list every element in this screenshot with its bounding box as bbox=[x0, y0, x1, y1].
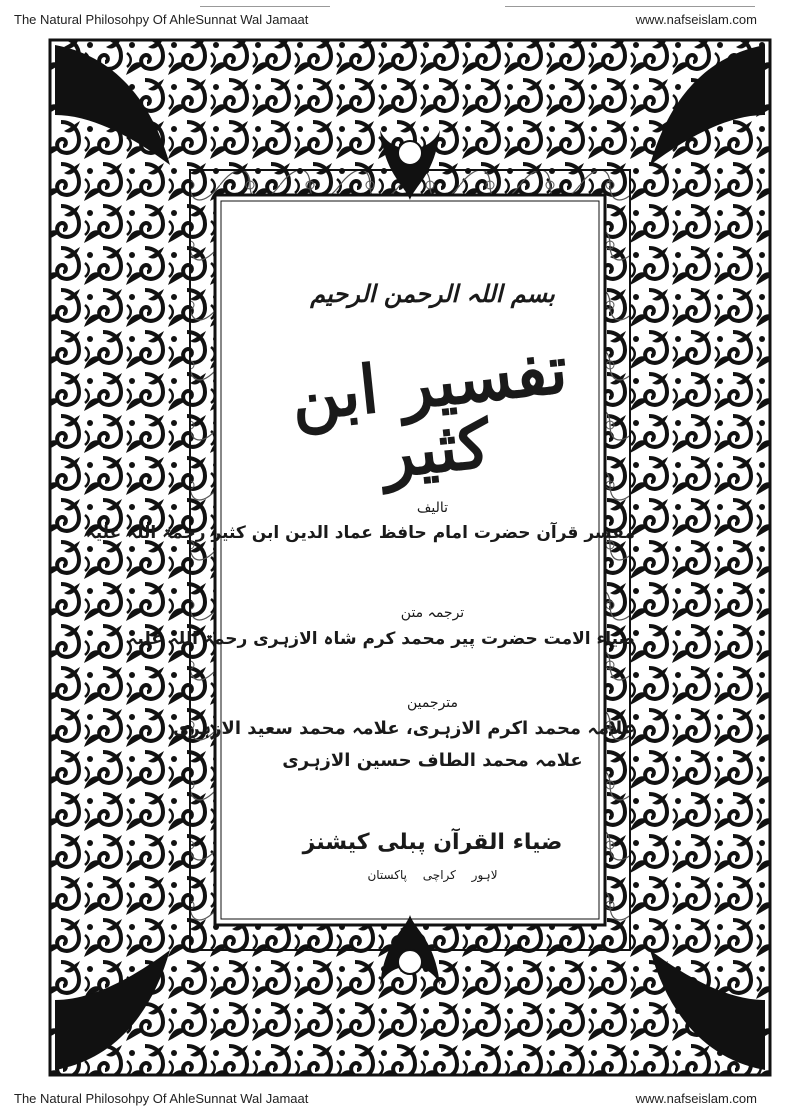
bismillah-calligraphy: بسم اللہ الرحمن الرحیم bbox=[310, 280, 555, 308]
title-panel bbox=[85, 210, 635, 910]
footer-url: www.nafseislam.com bbox=[635, 1091, 757, 1106]
translator-name: ضیاء الامت حضرت پیر محمد کرم شاہ الازہری رحمۃ اللہ علیہ bbox=[127, 629, 635, 649]
book-title: تفسیر ابن کثیر bbox=[287, 329, 571, 494]
header-url: www.nafseislam.com bbox=[635, 12, 757, 27]
footer-title: The Natural Philosohpy Of AhleSunnat Wal Jamaat bbox=[14, 1091, 309, 1106]
translators-line-2: علامہ محمد الطاف حسین الازہری bbox=[282, 750, 583, 771]
author-name: مفسر قرآن حضرت امام حافظ عماد الدین ابن کثیر رحمۃ اللہ علیہ bbox=[85, 523, 635, 543]
publisher-name: ضیاء القرآن پبلی کیشنز bbox=[302, 830, 563, 855]
header-title: The Natural Philosohpy Of AhleSunnat Wal Jamaat bbox=[14, 12, 309, 27]
author-label: تالیف bbox=[416, 500, 449, 516]
translators-label: مترجمین bbox=[406, 695, 459, 711]
cover-page bbox=[40, 35, 780, 1080]
top-rule-right bbox=[505, 6, 755, 7]
publisher-cities: لاہور کراچی پاکستان bbox=[367, 868, 498, 882]
top-rule-left bbox=[200, 6, 330, 7]
translation-label: ترجمہ متن bbox=[400, 605, 465, 621]
translators-line-1: علامہ محمد اکرم الازہری، علامہ محمد سعید الازہری bbox=[172, 718, 635, 739]
